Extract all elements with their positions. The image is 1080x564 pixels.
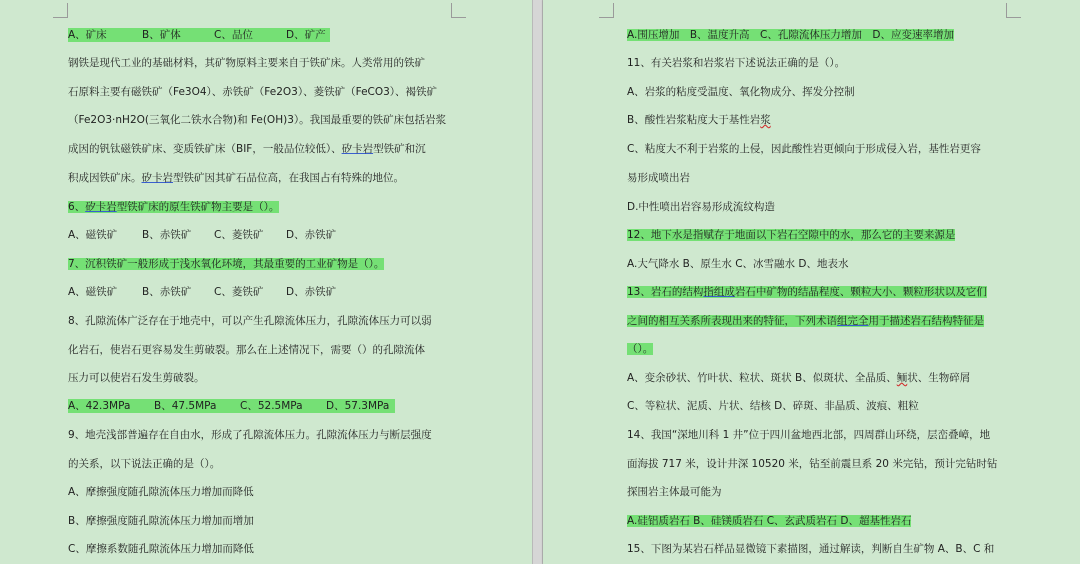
crop-mark-top-left bbox=[599, 3, 614, 18]
document-page-left bbox=[0, 0, 532, 564]
q11-option-b: B、酸性岩浆粘度大于基性岩浆 bbox=[627, 114, 771, 126]
q14-options: A.硅铝质岩石 B、硅镁质岩石 C、玄武质岩石 D、超基性岩石 bbox=[627, 515, 912, 527]
question-8: 8、孔隙流体广泛存在于地壳中，可以产生孔隙流体压力，孔隙流体压力可以弱 bbox=[68, 315, 432, 327]
passage-line: 钢铁是现代工业的基础材料，其矿物原料主要来自于铁矿床。人类常用的铁矿 bbox=[68, 57, 425, 69]
question-13: （）。 bbox=[627, 343, 654, 355]
q13-options-ab: A、变余砂状、竹叶状、粒状、斑状 B、似斑状、全晶质、鲕状、生物碎屑 bbox=[627, 372, 971, 384]
question-7: 7、沉积铁矿一般形成于浅水氧化环境，其最重要的工业矿物是（）。 bbox=[68, 258, 385, 270]
q11-option-c: 易形成喷出岩 bbox=[627, 172, 690, 184]
crop-mark-top-left bbox=[53, 3, 68, 18]
passage-line: 石原料主要有磁铁矿（Fe3O4）、赤铁矿（Fe2O3）、菱铁矿（FeCO3）、褐铁矿 bbox=[68, 86, 438, 98]
passage-line: 积成因铁矿床。矽卡岩型铁矿因其矿石品位高，在我国占有特殊的地位。 bbox=[68, 172, 404, 184]
question-14: 面海拔 717 米，设计井深 10520 米，钻至前震旦系 20 米完钻，预计完钻时钻 bbox=[627, 458, 998, 470]
crop-mark-top-right bbox=[1006, 3, 1021, 18]
question-13: 之间的相互关系所表现出来的特征，下列术语组完全用于描述岩石结构特征是 bbox=[627, 315, 984, 327]
passage-line: 成因的钒钛磁铁矿床、变质铁矿床（BIF，一般品位较低）、矽卡岩型铁矿和沉 bbox=[68, 143, 426, 155]
question-14: 14、我国“深地川科 1 井”位于四川盆地西北部，四周群山环绕，层峦叠嶂，地 bbox=[627, 429, 991, 441]
page-gutter bbox=[532, 0, 543, 564]
question-9: 9、地壳浅部普遍存在自由水，形成了孔隙流体压力。孔隙流体压力与断层强度 bbox=[68, 429, 432, 441]
q9-option-b: B、摩擦强度随孔隙流体压力增加而增加 bbox=[68, 515, 254, 527]
question-15: 15、下图为某岩石样品显微镜下素描图，通过解读，判断自生矿物 A、B、C 和 bbox=[627, 543, 995, 555]
question-8: 压力可以使岩石发生剪破裂。 bbox=[68, 372, 205, 384]
question-6: 6、矽卡岩型铁矿床的原生铁矿物主要是（）。 bbox=[68, 201, 280, 213]
q8-options: A、42.3MPa B、47.5MPa C、52.5MPa D、57.3MPa bbox=[68, 399, 395, 413]
q10-options: A.围压增加 B、温度升高 C、孔隙流体压力增加 D、应变速率增加 bbox=[627, 29, 954, 41]
question-9: 的关系，以下说法正确的是（）。 bbox=[68, 458, 221, 470]
q12-options: A.大气降水 B、原生水 C、冰雪融水 D、地表水 bbox=[627, 258, 849, 270]
q9-option-a: A、摩擦强度随孔隙流体压力增加而降低 bbox=[68, 486, 254, 498]
q11-option-d: D.中性喷出岩容易形成流纹构造 bbox=[627, 201, 775, 213]
passage-line: （Fe2O3·nH2O(三氧化二铁水合物)和 Fe(OH)3）。我国最重要的铁矿床包括岩浆 bbox=[68, 114, 447, 126]
question-11: 11、有关岩浆和岩浆岩下述说法正确的是（）。 bbox=[627, 57, 846, 69]
q6-options: A、磁铁矿 B、赤铁矿 C、菱铁矿 D、赤铁矿 bbox=[68, 229, 337, 241]
q11-option-c: C、粘度大不利于岩浆的上侵，因此酸性岩更倾向于形成侵入岩，基性岩更容 bbox=[627, 143, 981, 155]
question-14: 探围岩主体最可能为 bbox=[627, 486, 722, 498]
question-13: 13、岩石的结构指组成岩石中矿物的结晶程度、颗粒大小、颗粒形状以及它们 bbox=[627, 286, 987, 298]
question-8: 化岩石，使岩石更容易发生剪破裂。那么在上述情况下，需要（）的孔隙流体 bbox=[68, 344, 425, 356]
question-12: 12、地下水是指赋存于地面以下岩石空隙中的水，那么它的主要来源是 bbox=[627, 229, 956, 241]
q5-options: A、矿床 B、矿体 C、品位 D、矿产 bbox=[68, 28, 330, 42]
q9-option-c: C、摩擦系数随孔隙流体压力增加而降低 bbox=[68, 543, 254, 555]
q7-options: A、磁铁矿 B、赤铁矿 C、菱铁矿 D、赤铁矿 bbox=[68, 286, 337, 298]
q11-option-a: A、岩浆的粘度受温度、氧化物成分、挥发分控制 bbox=[627, 86, 855, 98]
document-page-right bbox=[543, 0, 1080, 564]
crop-mark-top-right bbox=[451, 3, 466, 18]
q13-options-cd: C、等粒状、泥质、片状、结核 D、碎斑、非晶质、波痕、粗粒 bbox=[627, 400, 919, 412]
